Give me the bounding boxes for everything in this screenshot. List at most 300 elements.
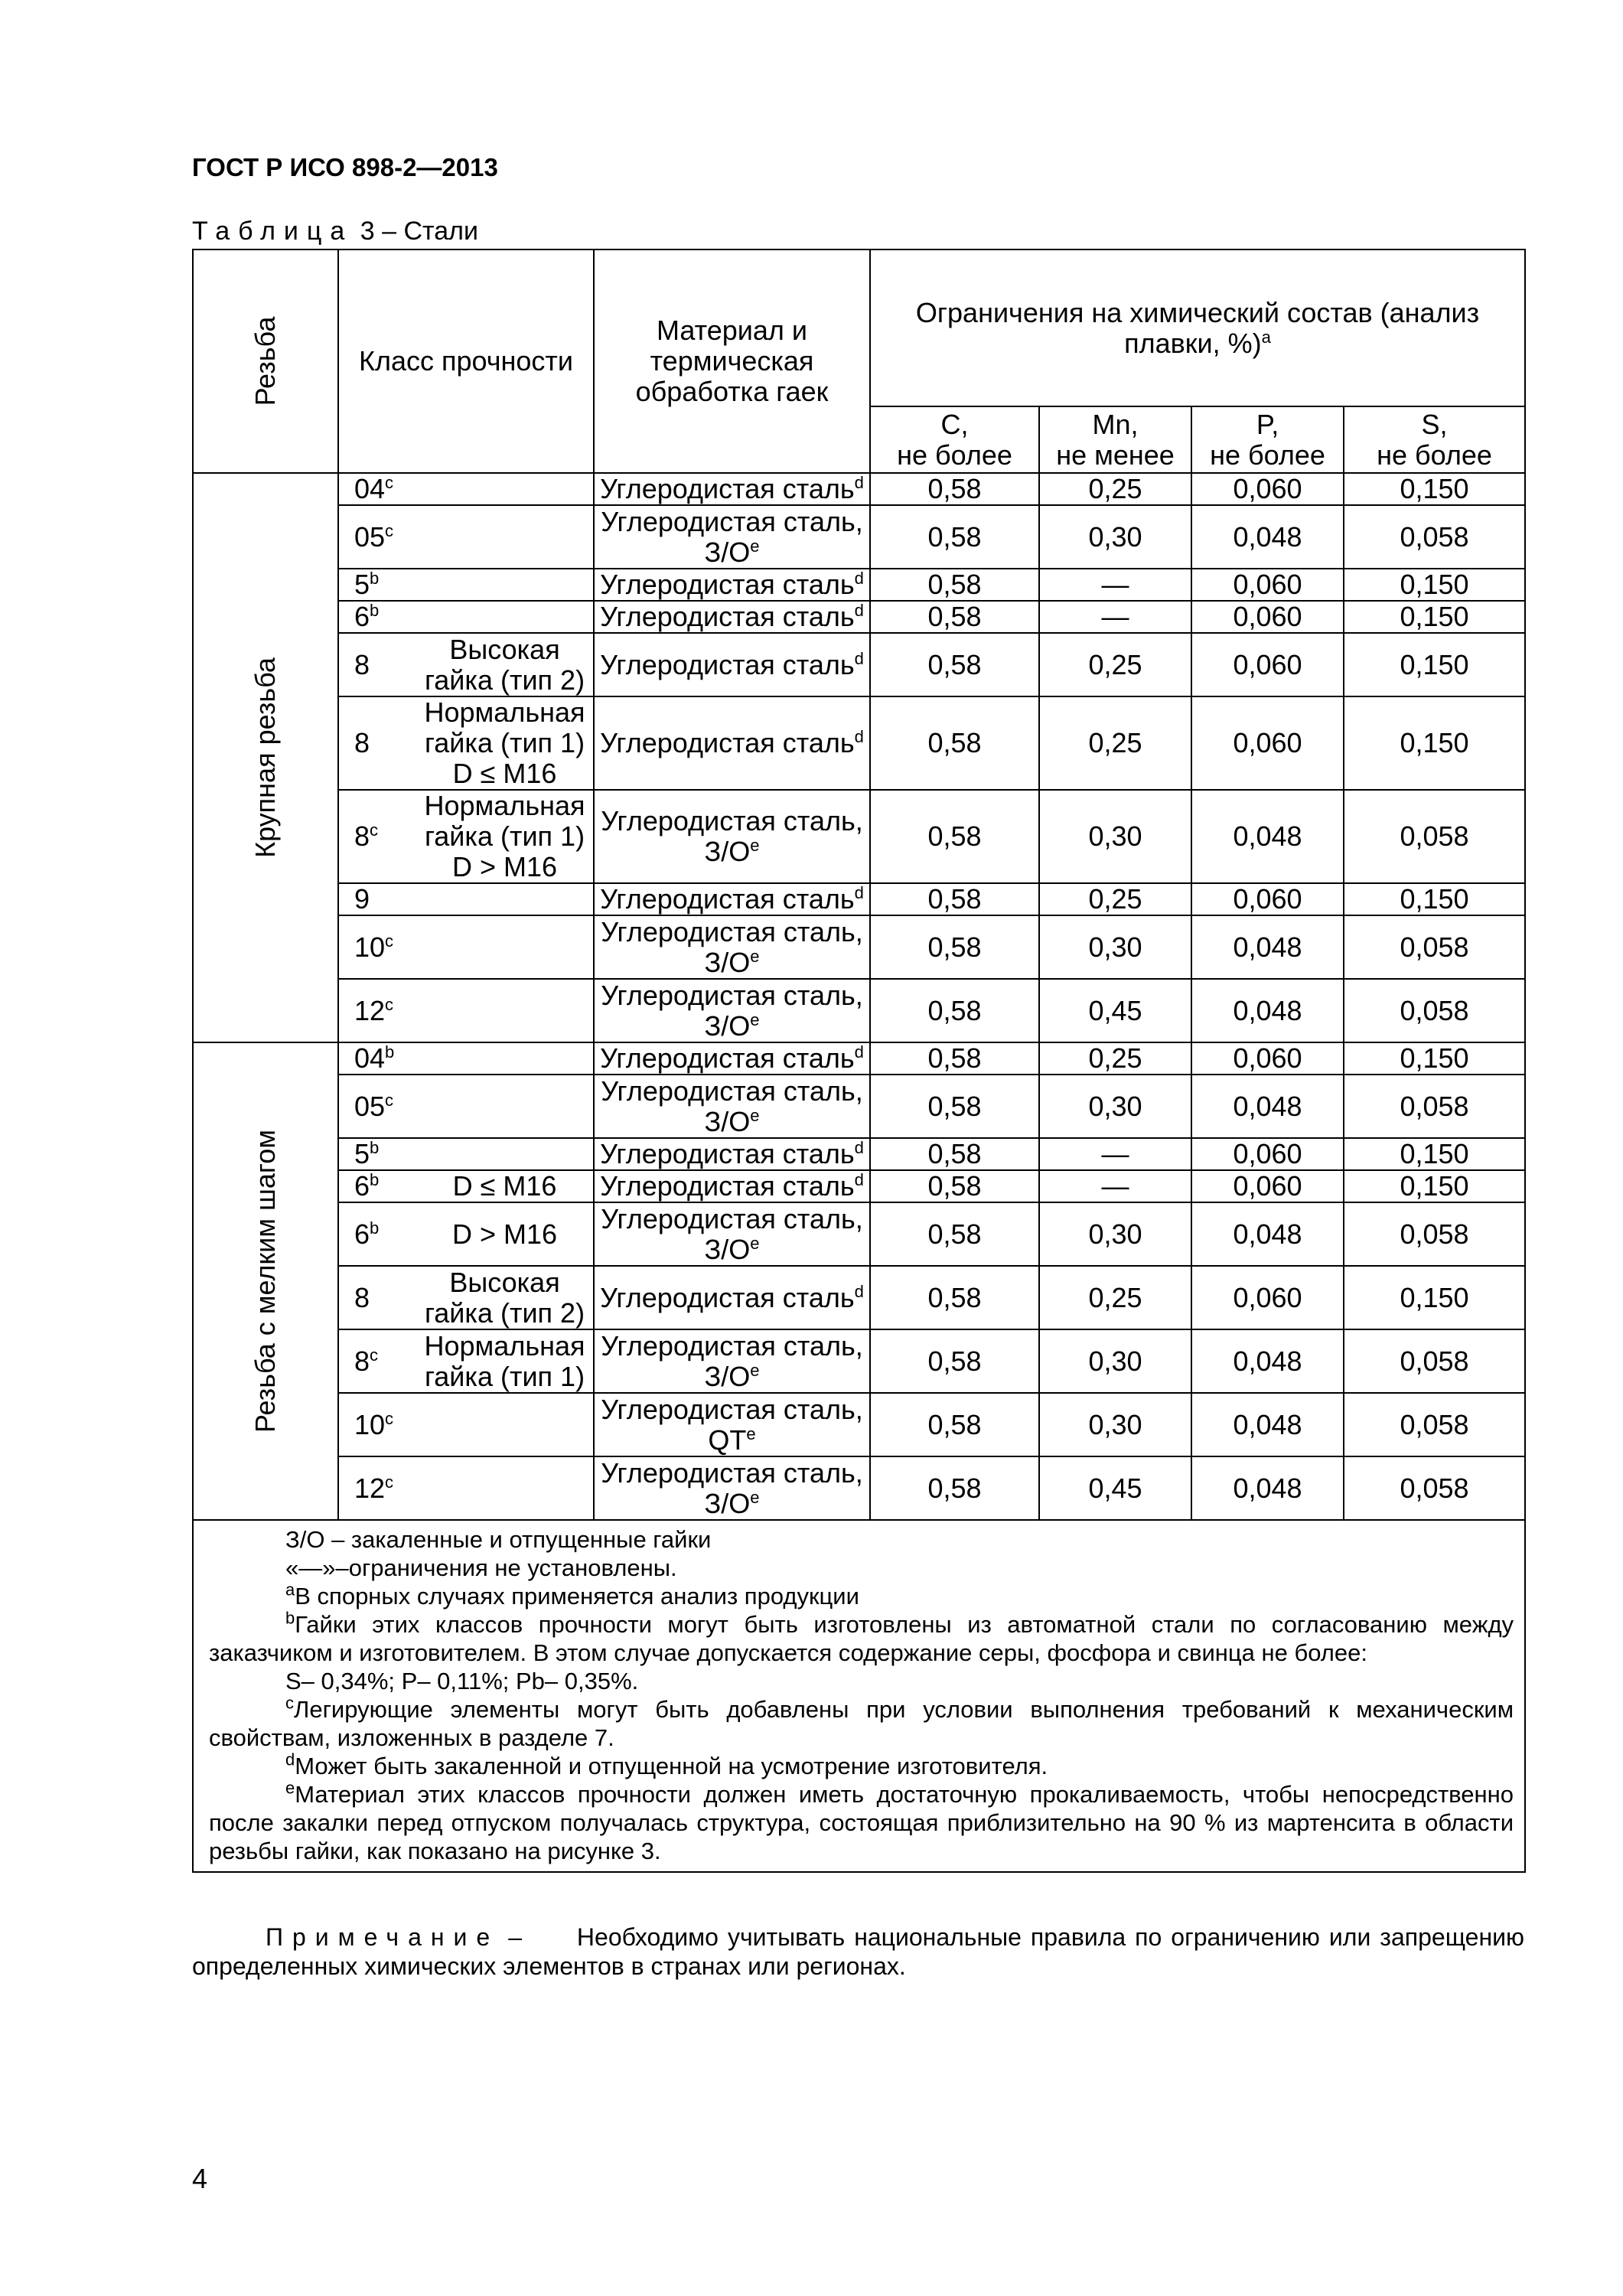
nut-type-line: D ≤ M16 bbox=[452, 1170, 557, 1202]
material-cell bbox=[594, 1042, 870, 1075]
value-c: 0,58 bbox=[870, 1170, 1039, 1202]
material-sup: d bbox=[854, 473, 864, 492]
value-s: 0,058 bbox=[1344, 979, 1525, 1042]
strength-class-sup: c bbox=[385, 520, 394, 540]
header-s-label: S, bbox=[1421, 408, 1448, 440]
header-chem-limits-sup: a bbox=[1261, 327, 1271, 347]
material-treatment: З/О bbox=[704, 1360, 751, 1392]
table-row bbox=[193, 1266, 1525, 1329]
material-text: Углеродистая сталь bbox=[600, 1042, 855, 1074]
footnote-line bbox=[209, 1667, 1514, 1695]
strength-class: 6 bbox=[354, 601, 370, 632]
strength-class: 8 bbox=[354, 1281, 370, 1313]
value-s: 0,150 bbox=[1344, 1042, 1525, 1075]
strength-class: 8 bbox=[354, 820, 370, 852]
table-row bbox=[193, 915, 1525, 979]
footnote-b: Гайки этих классов прочности могут быть изготовлены из автоматной стали по согласованию между заказчиком и изготовителем. В этом случае допускается содержание серы, фосфора и свинца не более: bbox=[209, 1611, 1514, 1666]
nut-type-cell bbox=[416, 696, 594, 790]
strength-class-cell bbox=[338, 979, 416, 1042]
strength-class-sup: b bbox=[370, 601, 380, 620]
strength-class-cell bbox=[338, 915, 416, 979]
value-p: 0,048 bbox=[1191, 1393, 1344, 1456]
value-s: 0,058 bbox=[1344, 1393, 1525, 1456]
strength-class-cell bbox=[338, 601, 416, 633]
table-row bbox=[193, 1075, 1525, 1138]
strength-class-sup: c bbox=[385, 1472, 394, 1492]
footnote-marker: c bbox=[285, 1693, 294, 1713]
footnote-a: В спорных случаях применяется анализ продукции bbox=[295, 1583, 859, 1609]
material-cell bbox=[594, 569, 870, 601]
strength-class-cell bbox=[338, 1266, 416, 1329]
footnotes bbox=[193, 1520, 1525, 1872]
nut-type-line: гайка (тип 2) bbox=[424, 1296, 585, 1329]
material-sup: d bbox=[854, 1042, 864, 1062]
value-c: 0,58 bbox=[870, 1202, 1039, 1266]
value-p: 0,048 bbox=[1191, 915, 1344, 979]
value-p: 0,060 bbox=[1191, 473, 1344, 505]
note-label: Примечание bbox=[266, 1923, 500, 1951]
nut-type-line: D ≤ M16 bbox=[452, 758, 557, 789]
material-cell bbox=[594, 473, 870, 505]
material-text: Углеродистая сталь bbox=[600, 1281, 855, 1313]
header-s-sub: не более bbox=[1377, 439, 1492, 471]
strength-class: 04 bbox=[354, 473, 386, 504]
material-cell bbox=[594, 1266, 870, 1329]
value-mn: 0,30 bbox=[1039, 915, 1191, 979]
value-p: 0,060 bbox=[1191, 633, 1344, 696]
material-cell bbox=[594, 601, 870, 633]
footnote-line bbox=[209, 1554, 1514, 1582]
nut-type-line: Высокая bbox=[449, 633, 560, 665]
strength-class-cell bbox=[338, 790, 416, 883]
strength-class-cell bbox=[338, 1202, 416, 1266]
material-sup: e bbox=[746, 1424, 756, 1443]
value-c: 0,58 bbox=[870, 601, 1039, 633]
material-sup: e bbox=[750, 1360, 760, 1380]
footnote-c: Легирующие элементы могут быть добавлены при условии выполнения требований к механическим свойствам, изложенных в разделе 7. bbox=[209, 1696, 1514, 1751]
value-p: 0,060 bbox=[1191, 1266, 1344, 1329]
material-text: Углеродистая сталь, bbox=[601, 979, 863, 1011]
value-c: 0,58 bbox=[870, 473, 1039, 505]
value-mn: — bbox=[1039, 601, 1191, 633]
nut-type-cell bbox=[416, 883, 594, 915]
value-s: 0,058 bbox=[1344, 1329, 1525, 1393]
footnote-marker: d bbox=[285, 1750, 295, 1769]
strength-class-sup: b bbox=[370, 569, 380, 588]
value-c: 0,58 bbox=[870, 1456, 1039, 1520]
nut-type-cell bbox=[416, 473, 594, 505]
value-mn: 0,25 bbox=[1039, 696, 1191, 790]
header-c-sub: не более bbox=[897, 439, 1012, 471]
material-text: Углеродистая сталь bbox=[600, 727, 855, 758]
value-p: 0,060 bbox=[1191, 1170, 1344, 1202]
group-fine-label: Резьба с мелким шагом bbox=[249, 1130, 281, 1433]
value-s: 0,150 bbox=[1344, 1138, 1525, 1170]
value-s: 0,058 bbox=[1344, 1456, 1525, 1520]
material-sup: e bbox=[750, 836, 760, 855]
value-s: 0,058 bbox=[1344, 790, 1525, 883]
header-p bbox=[1191, 406, 1344, 473]
material-text: Углеродистая сталь, bbox=[601, 1456, 863, 1489]
material-treatment: З/О bbox=[704, 836, 751, 867]
value-p: 0,060 bbox=[1191, 1138, 1344, 1170]
table-row bbox=[193, 1329, 1525, 1393]
material-text: Углеродистая сталь, bbox=[601, 1393, 863, 1425]
table-caption-number: 3 bbox=[360, 217, 375, 246]
strength-class-sup: c bbox=[370, 820, 379, 840]
strength-class-sup: b bbox=[370, 1138, 380, 1157]
table-row bbox=[193, 1393, 1525, 1456]
material-sup: e bbox=[750, 536, 760, 556]
value-s: 0,058 bbox=[1344, 1075, 1525, 1138]
nut-type-cell bbox=[416, 979, 594, 1042]
value-c: 0,58 bbox=[870, 1138, 1039, 1170]
material-text: Углеродистая сталь, bbox=[601, 915, 863, 947]
value-mn: 0,30 bbox=[1039, 1329, 1191, 1393]
footnote-abbr: З/О – закаленные и отпущенные гайки bbox=[285, 1526, 712, 1553]
value-mn: 0,25 bbox=[1039, 473, 1191, 505]
table-caption bbox=[192, 217, 478, 246]
strength-class-sup: c bbox=[385, 931, 394, 951]
header-chem-limits-text: Ограничения на химический состав (анализ плавки, %) bbox=[915, 296, 1480, 359]
value-c: 0,58 bbox=[870, 696, 1039, 790]
material-cell bbox=[594, 979, 870, 1042]
footnote-line bbox=[209, 1610, 1514, 1667]
value-p: 0,048 bbox=[1191, 505, 1344, 569]
table-row bbox=[193, 601, 1525, 633]
note-text: Необходимо учитывать национальные правила по ограничению или запрещению определенных химических элементов в странах или регионах. bbox=[192, 1923, 1524, 1980]
strength-class-cell bbox=[338, 1170, 416, 1202]
material-treatment: З/О bbox=[704, 946, 751, 978]
strength-class: 10 bbox=[354, 1408, 386, 1440]
header-thread bbox=[193, 249, 338, 473]
value-c: 0,58 bbox=[870, 1266, 1039, 1329]
table-row bbox=[193, 979, 1525, 1042]
strength-class-cell bbox=[338, 696, 416, 790]
nut-type-cell bbox=[416, 915, 594, 979]
footnote-d: Может быть закаленной и отпущенной на усмотрение изготовителя. bbox=[295, 1753, 1048, 1779]
value-c: 0,58 bbox=[870, 979, 1039, 1042]
nut-type-cell bbox=[416, 1170, 594, 1202]
value-p: 0,048 bbox=[1191, 1075, 1344, 1138]
value-c: 0,58 bbox=[870, 1393, 1039, 1456]
value-mn: 0,25 bbox=[1039, 883, 1191, 915]
strength-class-cell bbox=[338, 1393, 416, 1456]
value-s: 0,058 bbox=[1344, 1202, 1525, 1266]
value-c: 0,58 bbox=[870, 1329, 1039, 1393]
strength-class: 8 bbox=[354, 648, 370, 680]
value-s: 0,150 bbox=[1344, 601, 1525, 633]
table-row bbox=[193, 1042, 1525, 1075]
material-cell bbox=[594, 1393, 870, 1456]
header-p-label: P, bbox=[1256, 408, 1279, 440]
strength-class-cell bbox=[338, 505, 416, 569]
value-c: 0,58 bbox=[870, 633, 1039, 696]
strength-class-sup: b bbox=[370, 1170, 380, 1189]
header-mn-label: Mn, bbox=[1092, 408, 1139, 440]
strength-class: 5 bbox=[354, 569, 370, 600]
value-mn: 0,30 bbox=[1039, 790, 1191, 883]
nut-type-cell bbox=[416, 790, 594, 883]
material-sup: d bbox=[854, 1281, 864, 1301]
material-treatment: З/О bbox=[704, 1487, 751, 1519]
value-mn: 0,25 bbox=[1039, 1042, 1191, 1075]
strength-class: 04 bbox=[354, 1042, 386, 1074]
material-cell bbox=[594, 696, 870, 790]
header-material: Материал и термическая обработка гаек bbox=[594, 249, 870, 473]
strength-class-sup: c bbox=[370, 1345, 379, 1365]
material-sup: d bbox=[854, 648, 864, 668]
value-mn: 0,30 bbox=[1039, 505, 1191, 569]
strength-class: 05 bbox=[354, 1090, 386, 1122]
strength-class-sup: b bbox=[370, 1218, 380, 1238]
table-row bbox=[193, 473, 1525, 505]
strength-class-cell bbox=[338, 473, 416, 505]
value-s: 0,150 bbox=[1344, 883, 1525, 915]
footnote-line bbox=[209, 1752, 1514, 1780]
nut-type-cell bbox=[416, 1075, 594, 1138]
footnote-line bbox=[209, 1582, 1514, 1610]
strength-class-sup: c bbox=[385, 473, 394, 492]
header-p-sub: не более bbox=[1210, 439, 1325, 471]
nut-type-cell bbox=[416, 1042, 594, 1075]
note bbox=[192, 1923, 1524, 1981]
header-chem-limits bbox=[870, 249, 1525, 406]
material-sup: d bbox=[854, 883, 864, 902]
nut-type-line: Нормальная bbox=[424, 790, 585, 821]
value-p: 0,048 bbox=[1191, 1202, 1344, 1266]
material-cell bbox=[594, 505, 870, 569]
header-row bbox=[193, 249, 1525, 406]
value-p: 0,060 bbox=[1191, 569, 1344, 601]
strength-class: 9 bbox=[354, 883, 370, 915]
footnotes-row bbox=[193, 1520, 1525, 1872]
strength-class-cell bbox=[338, 883, 416, 915]
table-row bbox=[193, 1170, 1525, 1202]
note-dash: – bbox=[508, 1923, 522, 1951]
strength-class: 8 bbox=[354, 1345, 370, 1377]
value-mn: — bbox=[1039, 1138, 1191, 1170]
material-text: Углеродистая сталь, bbox=[601, 1329, 863, 1362]
material-sup: e bbox=[750, 1233, 760, 1253]
material-text: Углеродистая сталь, bbox=[601, 505, 863, 537]
material-text: Углеродистая сталь, bbox=[601, 1202, 863, 1234]
table-row bbox=[193, 505, 1525, 569]
material-text: Углеродистая сталь bbox=[600, 473, 855, 504]
value-p: 0,060 bbox=[1191, 696, 1344, 790]
table-row bbox=[193, 696, 1525, 790]
material-cell bbox=[594, 790, 870, 883]
footnote-marker: a bbox=[285, 1580, 295, 1600]
value-p: 0,060 bbox=[1191, 601, 1344, 633]
strength-class: 10 bbox=[354, 931, 386, 963]
material-text: Углеродистая сталь bbox=[600, 569, 855, 600]
value-c: 0,58 bbox=[870, 1075, 1039, 1138]
strength-class-cell bbox=[338, 1042, 416, 1075]
material-text: Углеродистая сталь bbox=[600, 883, 855, 915]
material-sup: d bbox=[854, 1138, 864, 1157]
material-cell bbox=[594, 1170, 870, 1202]
material-sup: d bbox=[854, 601, 864, 620]
table-row bbox=[193, 633, 1525, 696]
material-treatment: З/О bbox=[704, 1009, 751, 1042]
value-p: 0,048 bbox=[1191, 790, 1344, 883]
value-s: 0,150 bbox=[1344, 633, 1525, 696]
material-sup: e bbox=[750, 1105, 760, 1125]
value-mn: 0,30 bbox=[1039, 1393, 1191, 1456]
value-c: 0,58 bbox=[870, 883, 1039, 915]
material-text: Углеродистая сталь, bbox=[601, 1075, 863, 1107]
strength-class-sup: b bbox=[385, 1042, 395, 1062]
nut-type-line: Нормальная bbox=[424, 1329, 585, 1362]
steels-table bbox=[192, 249, 1526, 1873]
material-text: Углеродистая сталь bbox=[600, 1138, 855, 1169]
header-mn-sub: не менее bbox=[1056, 439, 1175, 471]
footnote-line bbox=[209, 1525, 1514, 1554]
header-thread-label: Резьба bbox=[249, 316, 281, 406]
value-p: 0,048 bbox=[1191, 1456, 1344, 1520]
nut-type-cell bbox=[416, 1266, 594, 1329]
header-c-label: C, bbox=[940, 408, 969, 440]
table-row bbox=[193, 1202, 1525, 1266]
strength-class: 5 bbox=[354, 1138, 370, 1169]
strength-class-cell bbox=[338, 1456, 416, 1520]
material-text: Углеродистая сталь bbox=[600, 648, 855, 680]
value-p: 0,048 bbox=[1191, 979, 1344, 1042]
material-treatment: З/О bbox=[704, 1105, 751, 1137]
value-s: 0,058 bbox=[1344, 505, 1525, 569]
material-sup: e bbox=[750, 1009, 760, 1029]
nut-type-line: Нормальная bbox=[424, 696, 585, 728]
value-mn: 0,45 bbox=[1039, 1456, 1191, 1520]
value-s: 0,058 bbox=[1344, 915, 1525, 979]
footnote-dash: «—»–ограничения не установлены. bbox=[285, 1554, 677, 1581]
header-strength-class: Класс прочности bbox=[338, 249, 594, 473]
footnote-marker: b bbox=[285, 1608, 295, 1628]
material-cell bbox=[594, 633, 870, 696]
material-cell bbox=[594, 883, 870, 915]
nut-type-cell bbox=[416, 633, 594, 696]
value-p: 0,048 bbox=[1191, 1329, 1344, 1393]
material-treatment: З/О bbox=[704, 1233, 751, 1265]
strength-class-cell bbox=[338, 633, 416, 696]
nut-type-cell bbox=[416, 1329, 594, 1393]
nut-type-line: гайка (тип 1) bbox=[424, 1360, 585, 1392]
strength-class-sup: c bbox=[385, 994, 394, 1014]
footnote-line bbox=[209, 1780, 1514, 1865]
material-cell bbox=[594, 1329, 870, 1393]
material-treatment: З/О bbox=[704, 536, 751, 568]
strength-class-sup: c bbox=[385, 1090, 394, 1110]
material-cell bbox=[594, 1138, 870, 1170]
material-sup: d bbox=[854, 569, 864, 588]
value-s: 0,150 bbox=[1344, 473, 1525, 505]
value-mn: — bbox=[1039, 1170, 1191, 1202]
value-mn: 0,25 bbox=[1039, 633, 1191, 696]
footnote-line bbox=[209, 1695, 1514, 1752]
nut-type-cell bbox=[416, 1202, 594, 1266]
header-mn bbox=[1039, 406, 1191, 473]
footnote-e: Материал этих классов прочности должен иметь достаточную прокаливаемость, чтобы непосредственно после закалки перед отпуском получалась структура, состоящая приблизительно на 90 % из мартенсита в области резьбы гайки, как показано на рисунке 3. bbox=[209, 1781, 1514, 1864]
value-mn: 0,45 bbox=[1039, 979, 1191, 1042]
strength-class: 6 bbox=[354, 1218, 370, 1250]
strength-class-cell bbox=[338, 1138, 416, 1170]
nut-type-line: гайка (тип 1) bbox=[424, 820, 585, 852]
strength-class-cell bbox=[338, 1075, 416, 1138]
strength-class: 12 bbox=[354, 1472, 386, 1504]
value-mn: 0,25 bbox=[1039, 1266, 1191, 1329]
material-cell bbox=[594, 1075, 870, 1138]
nut-type-line: гайка (тип 1) bbox=[424, 727, 585, 758]
material-sup: e bbox=[750, 946, 760, 966]
nut-type-cell bbox=[416, 505, 594, 569]
page-number: 4 bbox=[192, 2163, 208, 2194]
doc-title: ГОСТ Р ИСО 898-2—2013 bbox=[192, 153, 498, 181]
table-row bbox=[193, 1456, 1525, 1520]
nut-type-cell bbox=[416, 1456, 594, 1520]
material-text: Углеродистая сталь bbox=[600, 1170, 855, 1202]
nut-type-cell bbox=[416, 601, 594, 633]
group-fine bbox=[193, 1042, 338, 1520]
value-c: 0,58 bbox=[870, 790, 1039, 883]
nut-type-line: D > M16 bbox=[451, 1218, 558, 1250]
nut-type-cell bbox=[416, 1138, 594, 1170]
table-caption-title: – Стали bbox=[382, 217, 478, 246]
value-mn: 0,30 bbox=[1039, 1075, 1191, 1138]
strength-class-cell bbox=[338, 1329, 416, 1393]
value-p: 0,060 bbox=[1191, 883, 1344, 915]
value-mn: 0,30 bbox=[1039, 1202, 1191, 1266]
strength-class: 12 bbox=[354, 994, 386, 1026]
value-c: 0,58 bbox=[870, 505, 1039, 569]
strength-class: 05 bbox=[354, 520, 386, 553]
material-sup: d bbox=[854, 1170, 864, 1189]
material-sup: e bbox=[750, 1487, 760, 1507]
group-coarse-label: Крупная резьба bbox=[249, 657, 281, 858]
table-caption-label: Таблица bbox=[192, 217, 354, 246]
strength-class: 6 bbox=[354, 1170, 370, 1202]
header-s bbox=[1344, 406, 1525, 473]
value-s: 0,150 bbox=[1344, 1170, 1525, 1202]
value-c: 0,58 bbox=[870, 1042, 1039, 1075]
nut-type-line: гайка (тип 2) bbox=[424, 664, 585, 696]
nut-type-cell bbox=[416, 569, 594, 601]
strength-class-cell bbox=[338, 569, 416, 601]
table-row bbox=[193, 883, 1525, 915]
value-s: 0,150 bbox=[1344, 569, 1525, 601]
value-c: 0,58 bbox=[870, 915, 1039, 979]
material-treatment: QT bbox=[708, 1424, 747, 1456]
material-cell bbox=[594, 915, 870, 979]
value-p: 0,060 bbox=[1191, 1042, 1344, 1075]
material-cell bbox=[594, 1202, 870, 1266]
strength-class: 8 bbox=[354, 727, 370, 758]
group-coarse bbox=[193, 473, 338, 1042]
nut-type-line: D > M16 bbox=[451, 851, 558, 882]
table-row bbox=[193, 790, 1525, 883]
material-text: Углеродистая сталь bbox=[600, 601, 855, 632]
footnote-b2: S– 0,34%; P– 0,11%; Pb– 0,35%. bbox=[285, 1668, 639, 1694]
value-c: 0,58 bbox=[870, 569, 1039, 601]
material-sup: d bbox=[854, 727, 864, 746]
nut-type-line: Высокая bbox=[449, 1266, 560, 1298]
value-s: 0,150 bbox=[1344, 696, 1525, 790]
footnote-marker: e bbox=[285, 1778, 295, 1798]
header-c bbox=[870, 406, 1039, 473]
value-s: 0,150 bbox=[1344, 1266, 1525, 1329]
table-row bbox=[193, 569, 1525, 601]
value-mn: — bbox=[1039, 569, 1191, 601]
